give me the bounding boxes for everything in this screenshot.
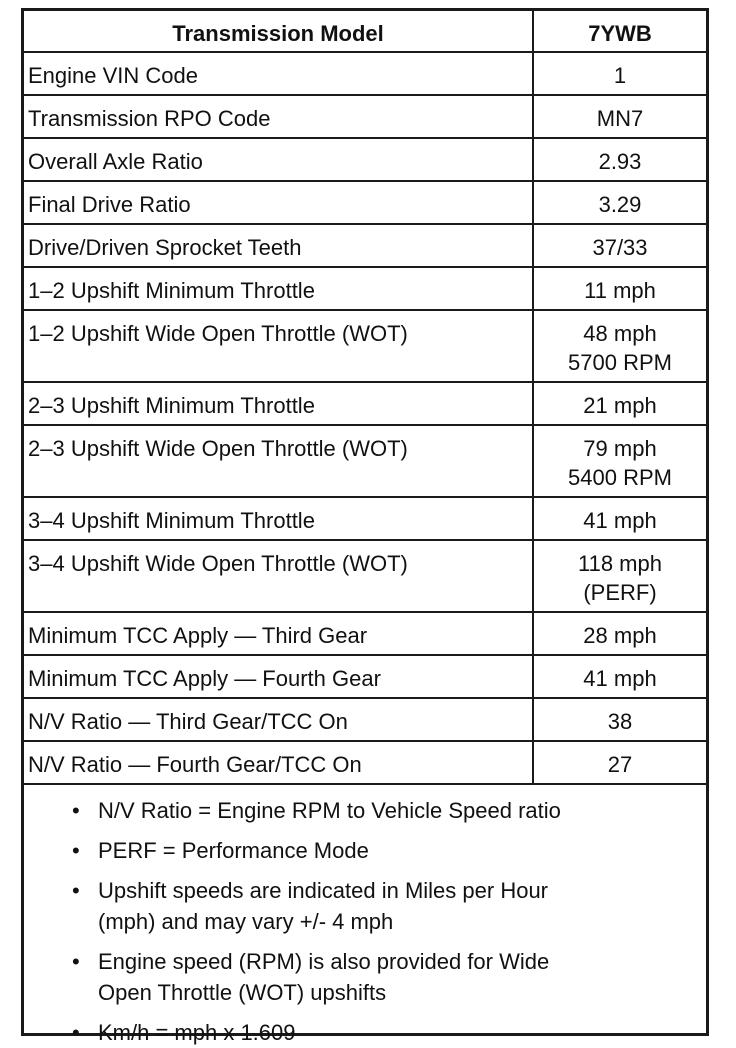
header-transmission-model: Transmission Model — [24, 11, 533, 52]
note-text-line: (mph) and may vary +/- 4 mph — [98, 909, 394, 934]
row-value-line: 41 mph — [583, 508, 657, 533]
row-value — [533, 382, 706, 425]
row-value-line: 5700 RPM — [568, 350, 672, 375]
table-header-row — [24, 11, 706, 52]
row-value-line: 1 — [613, 63, 627, 88]
row-label: Engine VIN Code — [24, 52, 533, 95]
row-label: Overall Axle Ratio — [24, 138, 533, 181]
row-value — [533, 310, 706, 382]
note-text-line: PERF = Performance Mode — [98, 838, 369, 863]
row-value — [533, 95, 706, 138]
table-row — [24, 425, 706, 497]
table-row — [24, 655, 706, 698]
row-value-line: 27 — [607, 752, 633, 777]
table-row — [24, 138, 706, 181]
bullet-icon: • — [72, 1020, 80, 1045]
table-row — [24, 497, 706, 540]
row-value-line: 28 mph — [583, 623, 657, 648]
row-value-line: 5400 RPM — [568, 465, 672, 490]
row-label: 3–4 Upshift Minimum Throttle — [24, 497, 533, 540]
row-label: 2–3 Upshift Wide Open Throttle (WOT) — [24, 425, 533, 497]
table-row — [24, 267, 706, 310]
note-text-line: Upshift speeds are indicated in Miles per Hour — [98, 878, 549, 903]
row-value-line: 41 mph — [583, 666, 657, 691]
row-value — [533, 224, 706, 267]
notes-list — [24, 785, 706, 1048]
row-label: Transmission RPO Code — [24, 95, 533, 138]
note-text-line: N/V Ratio = Engine RPM to Vehicle Speed ratio — [98, 798, 561, 823]
row-label: Drive/Driven Sprocket Teeth — [24, 224, 533, 267]
bullet-icon: • — [72, 878, 80, 903]
row-value-line: 2.93 — [598, 149, 642, 174]
bullet-icon: • — [72, 798, 80, 823]
row-value-line: 37/33 — [592, 235, 648, 260]
note-item — [72, 946, 706, 1008]
table-row — [24, 310, 706, 382]
row-label: N/V Ratio — Third Gear/TCC On — [24, 698, 533, 741]
note-text-line: Open Throttle (WOT) upshifts — [98, 980, 387, 1005]
row-value — [533, 698, 706, 741]
table-row — [24, 540, 706, 612]
header-model-code: 7YWB — [533, 11, 706, 52]
transmission-spec-table — [24, 11, 706, 785]
table-row — [24, 698, 706, 741]
row-value-line: 21 mph — [583, 393, 657, 418]
table-row — [24, 224, 706, 267]
row-value-line: (PERF) — [583, 580, 657, 605]
row-label: 1–2 Upshift Minimum Throttle — [24, 267, 533, 310]
row-label: Final Drive Ratio — [24, 181, 533, 224]
bullet-icon: • — [72, 949, 80, 974]
row-value-line: 11 mph — [584, 278, 656, 303]
row-value — [533, 497, 706, 540]
note-text-line: Km/h = mph x 1.609 — [98, 1020, 296, 1045]
row-label: 2–3 Upshift Minimum Throttle — [24, 382, 533, 425]
row-value — [533, 181, 706, 224]
row-value — [533, 138, 706, 181]
row-value-line: 79 mph — [583, 436, 657, 461]
spec-sheet — [21, 8, 709, 1045]
row-value-line: 48 mph — [583, 321, 657, 346]
table-row — [24, 612, 706, 655]
note-item — [72, 835, 706, 866]
table-row — [24, 741, 706, 784]
row-value — [533, 52, 706, 95]
row-value — [533, 267, 706, 310]
row-label: 1–2 Upshift Wide Open Throttle (WOT) — [24, 310, 533, 382]
table-row — [24, 52, 706, 95]
row-value-line: 118 mph — [578, 551, 662, 576]
note-item — [72, 795, 706, 826]
table-row — [24, 181, 706, 224]
row-value — [533, 540, 706, 612]
note-text-line: Engine speed (RPM) is also provided for Wide — [98, 949, 550, 974]
row-value — [533, 425, 706, 497]
row-value-line: 38 — [607, 709, 633, 734]
row-value — [533, 741, 706, 784]
table-row — [24, 95, 706, 138]
row-value-line: 3.29 — [598, 192, 642, 217]
note-item — [72, 875, 706, 937]
row-label: N/V Ratio — Fourth Gear/TCC On — [24, 741, 533, 784]
row-label: Minimum TCC Apply — Fourth Gear — [24, 655, 533, 698]
row-value — [533, 612, 706, 655]
row-label: Minimum TCC Apply — Third Gear — [24, 612, 533, 655]
bullet-icon: • — [72, 838, 80, 863]
note-item — [72, 1017, 706, 1048]
row-value-line: MN7 — [596, 106, 644, 131]
table-body — [24, 52, 706, 784]
row-label: 3–4 Upshift Wide Open Throttle (WOT) — [24, 540, 533, 612]
table-row — [24, 382, 706, 425]
row-value — [533, 655, 706, 698]
